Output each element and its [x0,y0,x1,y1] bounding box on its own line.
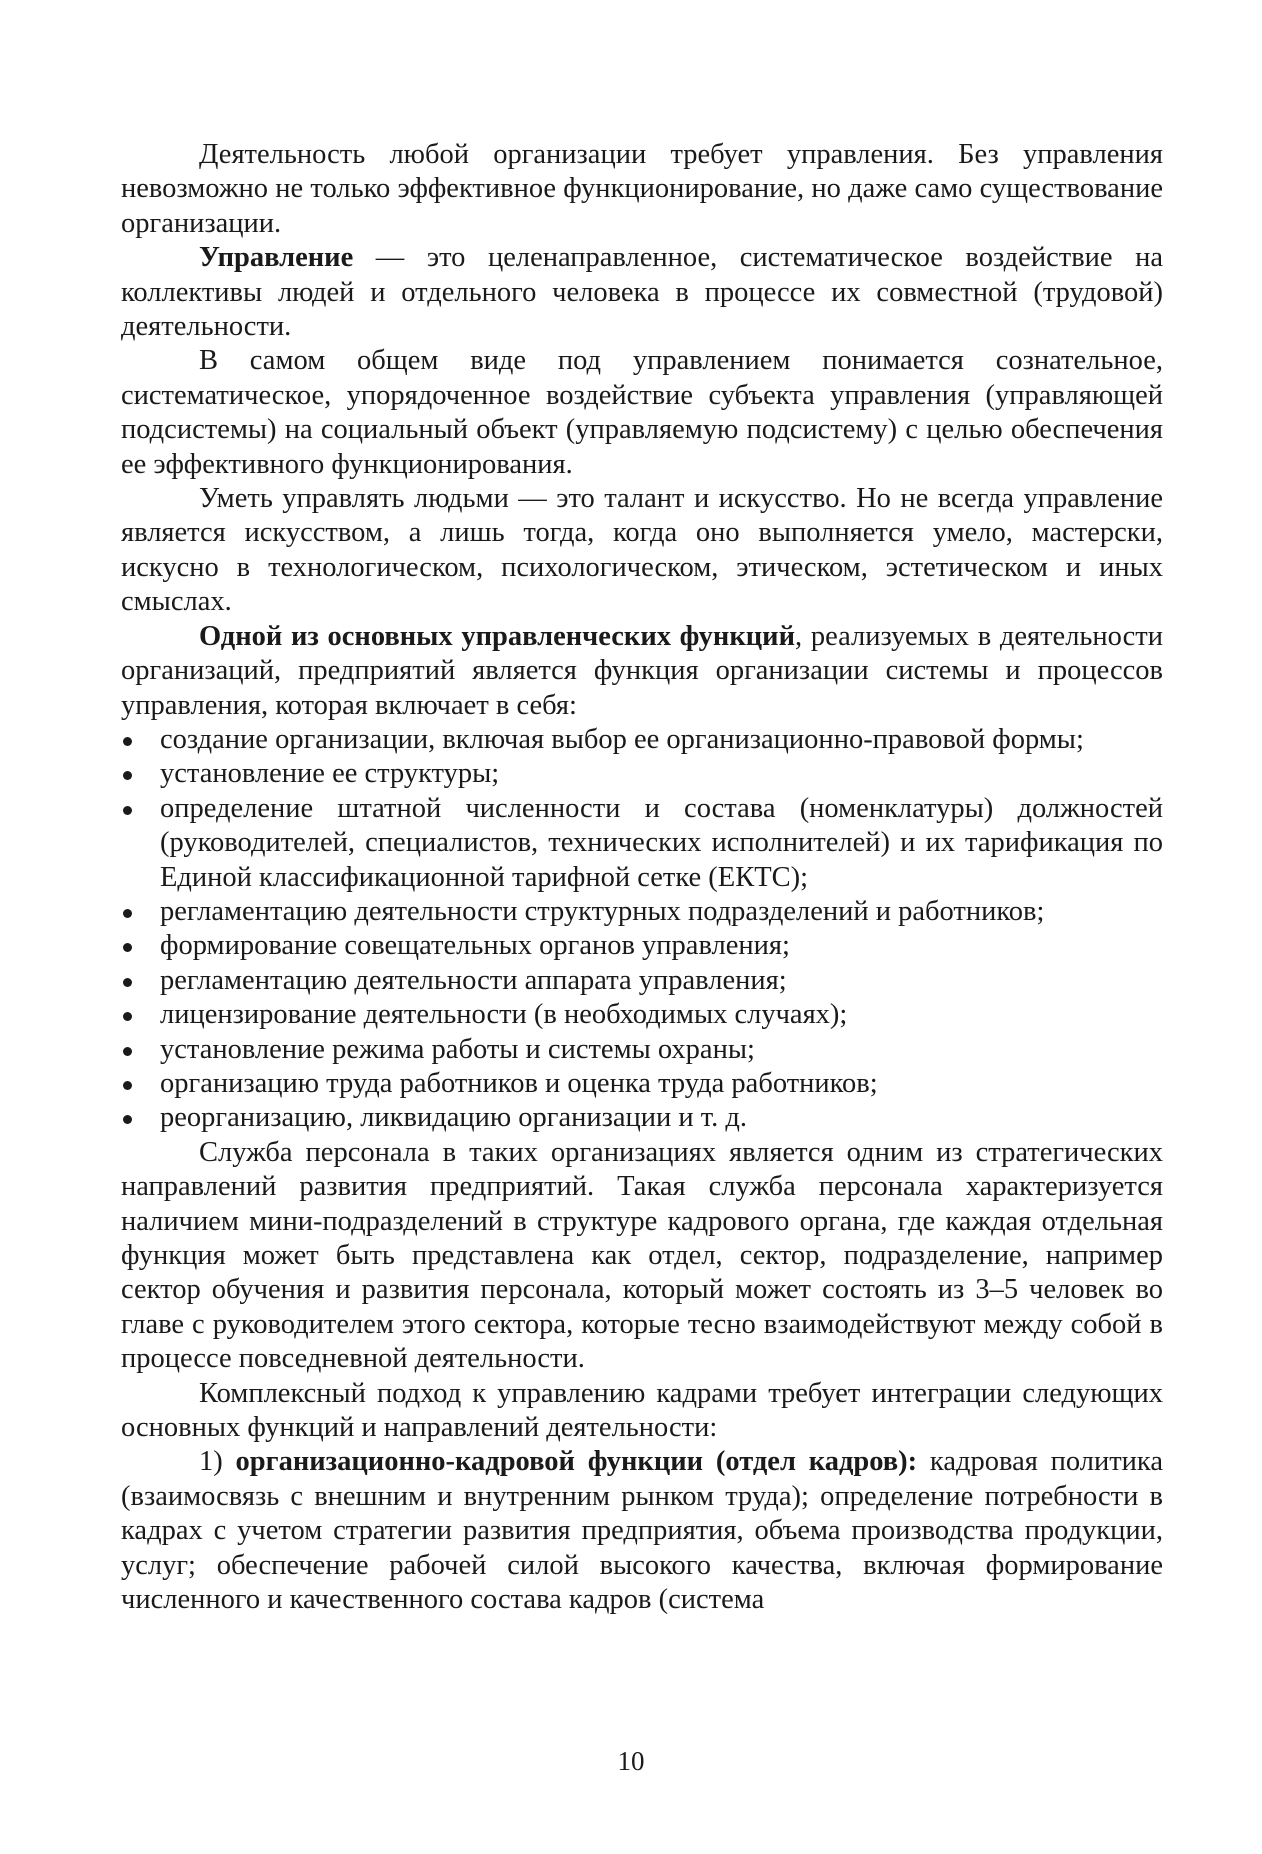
list-item [121,1101,1163,1135]
hr-function-text: кадровая политика (взаимосвязь с внешним и внутренним рынком труда); определение потребности в кадрах с учетом стратегии развития предприятия, объема производства продукции, услуг; обеспечение рабочей силой высокого качества, включая формирование численного и качественного состава кадров (система [121,1446,1163,1616]
list-item-text: реорганизацию, ликвидацию организации и т. д. [160,1102,747,1134]
list-item-text: формирование совещательных органов управления; [160,930,790,962]
list-item [121,723,1163,757]
functions-text: , реализуемых в деятельности организаций, предприятий является функция организации системы и процессов управления, которая включает в себя: [121,620,1163,721]
list-item [121,792,1163,895]
list-item-text: регламентацию деятельности структурных подразделений и работников; [160,895,1045,927]
paragraph-hr-service: Служба персонала в таких организациях является одним из стратегических направлений развития предприятий. Такая служба персонала характеризуется наличием мини-подразделений в структуре кадрового органа, где каждая отдельная функция может быть представлена как отдел, сектор, подразделение, например сектор обучения и развития персонала, который может состоять из 3–5 человек во главе с руководителем этого сектора, которые тесно взаимодействуют между собой в процессе повседневной деятельности. [121,1136,1163,1375]
paragraph-functions [121,620,1163,723]
list-item [121,895,1163,929]
paragraph-art-of-management: Уметь управлять людьми — это талант и искусство. Но не всегда управление является искусством, а лишь тогда, когда оно выполняется умело, мастерски, искусно в технологическом, психологическом, этическом, эстетическом и иных смыслах. [121,483,1163,618]
list-item [121,929,1163,963]
paragraph-general-view: В самом общем виде под управлением понимается сознательное, систематическое, упорядоченное воздействие субъекта управления (управляющей подсистемы) на социальный объект (управляемую подсистему) с целью обеспечения ее эффективного функционирования. [121,345,1163,480]
list-item [121,998,1163,1032]
list-item-text: определение штатной численности и состава (номенклатуры) должностей (руководителей, специалистов, технических исполнителей) и их тарификация по Единой классификационной тарифной сетке (ЕКТС); [160,792,1163,893]
list-item-text: организацию труда работников и оценка труда работников; [160,1067,878,1099]
list-item [121,1067,1163,1101]
paragraph-hr-function [121,1445,1163,1617]
page-body [121,138,1163,1617]
function-list [121,723,1163,1136]
item-number: 1) [199,1446,236,1478]
list-item [121,1033,1163,1067]
paragraph-intro: Деятельность любой организации требует управления. Без управления невозможно не только эффективное функционирование, но даже само существование организации. [121,139,1163,239]
definition-text: — это целенаправленное, систематическое воздействие на коллективы людей и отдельного человека в процессе их совместной (трудовой) деятельности. [121,242,1163,343]
list-item-text: создание организации, включая выбор ее организационно-правовой формы; [160,723,1084,755]
paragraph-definition [121,241,1163,344]
list-item [121,757,1163,791]
paragraph-integrated-approach: Комплексный подход к управлению кадрами требует интеграции следующих основных функций и направлений деятельности: [121,1377,1163,1444]
list-item-text: установление ее структуры; [160,758,500,790]
term-management: Управление [199,242,354,274]
term-hr-function: организационно-кадровой функции (отдел кадров): [235,1446,918,1478]
list-item-text: установление режима работы и системы охраны; [160,1033,755,1065]
list-item-text: регламентацию деятельности аппарата управления; [160,964,787,996]
list-item [121,964,1163,998]
page-number: 10 [617,1746,645,1776]
list-item-text: лицензирование деятельности (в необходимых случаях); [160,999,848,1031]
term-main-functions: Одной из основных управленческих функций [199,620,796,652]
